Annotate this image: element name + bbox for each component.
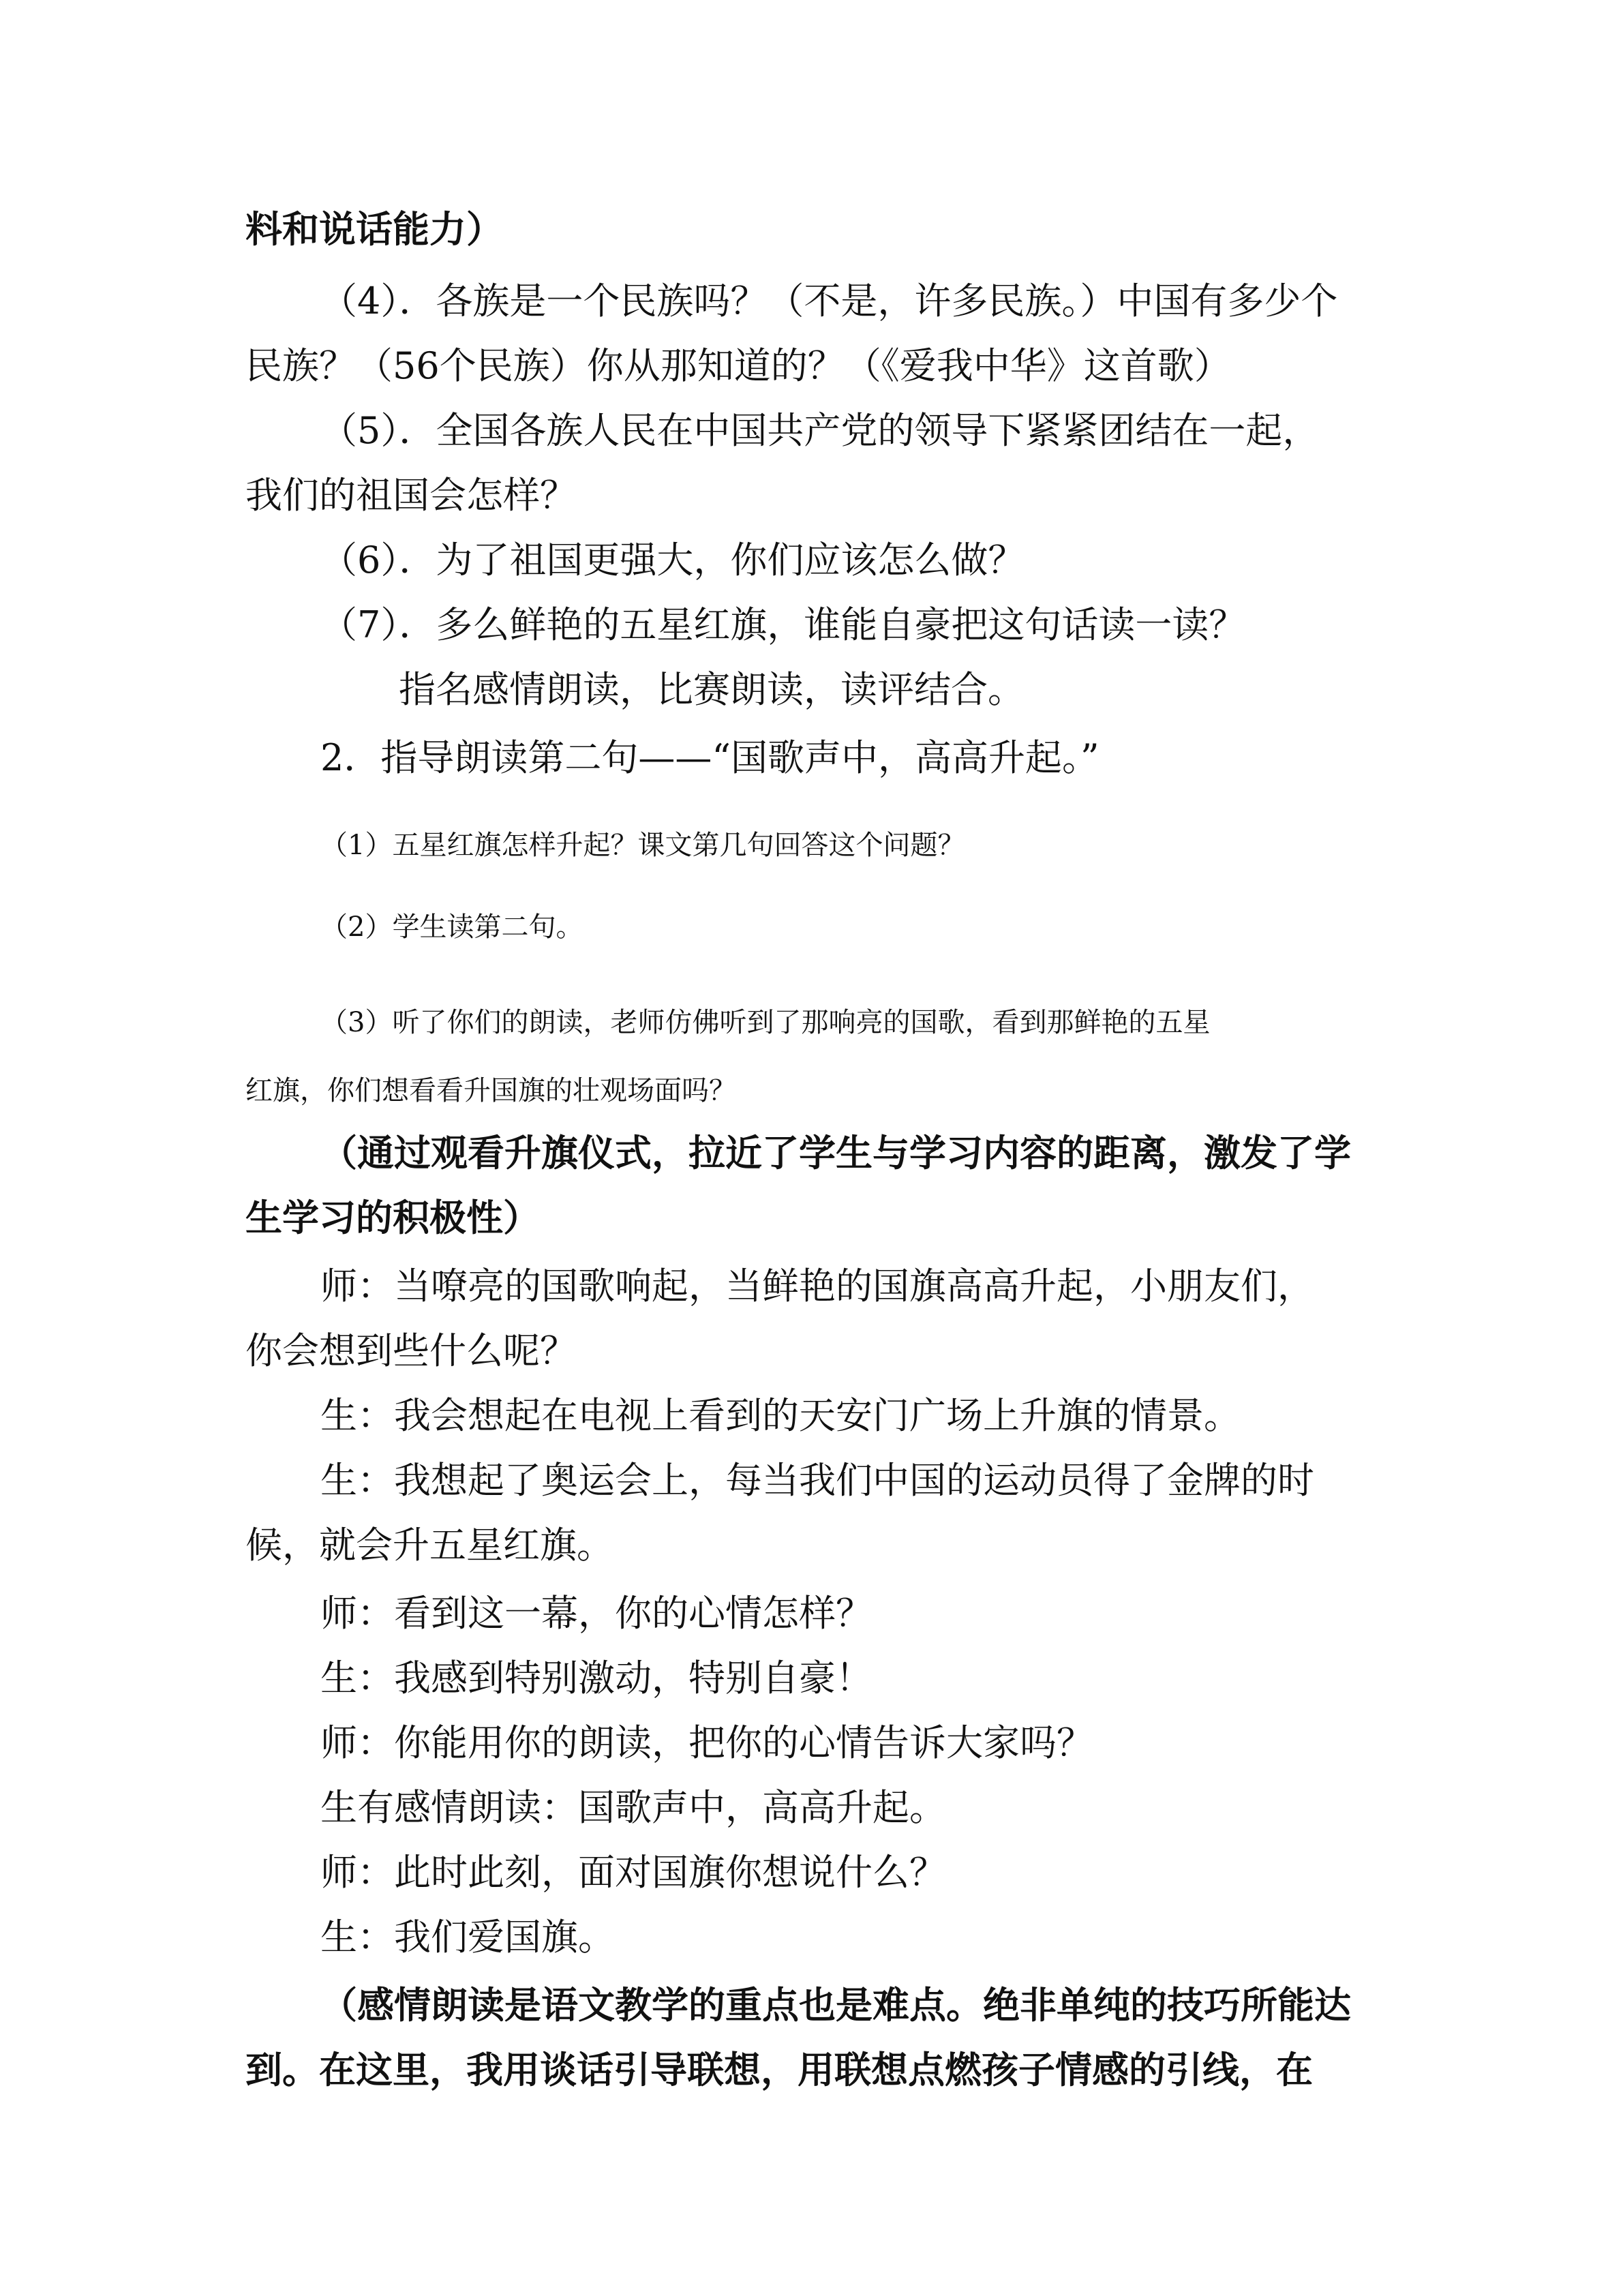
text-line: 师：看到这一幕，你的心情怎样？	[320, 1592, 873, 1635]
text-line: （4）．各族是一个民族吗？（不是，许多民族。）中国有多少个	[320, 280, 1338, 322]
text-line: 我们的祖国会怎样？	[245, 474, 577, 517]
text-line: 红旗，你们想看看升国旗的壮观场面吗？	[245, 1075, 736, 1106]
text-line: 到。在这里，我用谈话引导联想，用联想点燃孩子情感的引线，在	[245, 2049, 1313, 2091]
text-line: （7）．多么鲜艳的五星红旗，谁能自豪把这句话读一读？	[320, 603, 1246, 646]
text-line: 师：当嘹亮的国歌响起，当鲜艳的国旗高高升起，小朋友们，	[320, 1265, 1314, 1308]
text-line: （1）五星红旗怎样升起？课文第几句回答这个问题？	[320, 830, 965, 861]
text-line: （2）学生读第二句。	[320, 911, 583, 943]
text-line: （5）．全国各族人民在中国共产党的领导下紧紧团结在一起，	[320, 409, 1320, 452]
text-line: （6）．为了祖国更强大，你们应该怎么做？	[320, 539, 1025, 581]
text-line: 指名感情朗读，比赛朗读，读评结合。	[399, 668, 1025, 711]
text-line: 你会想到些什么呢？	[245, 1329, 577, 1372]
text-line: 生：我感到特别激动，特别自豪！	[320, 1657, 873, 1700]
text-line: 生有感情朗读：国歌声中，高高升起。	[320, 1786, 946, 1829]
text-line: 民族？（56个民族）你从那知道的？（《爱我中华》这首歌）	[245, 344, 1231, 387]
text-line: （通过观看升旗仪式，拉近了学生与学习内容的距离，激发了学	[320, 1132, 1351, 1175]
text-line: 师：此时此刻，面对国旗你想说什么？	[320, 1851, 946, 1894]
text-line: 生学习的积极性）	[245, 1196, 540, 1239]
text-line: 料和说话能力）	[245, 208, 503, 251]
text-line: 生：我们爱国旗。	[320, 1916, 615, 1959]
text-line: 师：你能用你的朗读，把你的心情告诉大家吗？	[320, 1721, 1093, 1764]
text-line: （感情朗读是语文教学的重点也是难点。绝非单纯的技巧所能达	[320, 1984, 1351, 2027]
text-line: 候，就会升五星红旗。	[245, 1524, 613, 1567]
text-line: 2．指导朗读第二句——“国歌声中，高高升起。”	[320, 736, 1099, 779]
text-line: 生：我想起了奥运会上，每当我们中国的运动员得了金牌的时	[320, 1459, 1314, 1502]
text-line: （3）听了你们的朗读，老师仿佛听到了那响亮的国歌，看到那鲜艳的五星	[320, 1007, 1211, 1038]
text-line: 生：我会想起在电视上看到的天安门广场上升旗的情景。	[320, 1394, 1241, 1437]
